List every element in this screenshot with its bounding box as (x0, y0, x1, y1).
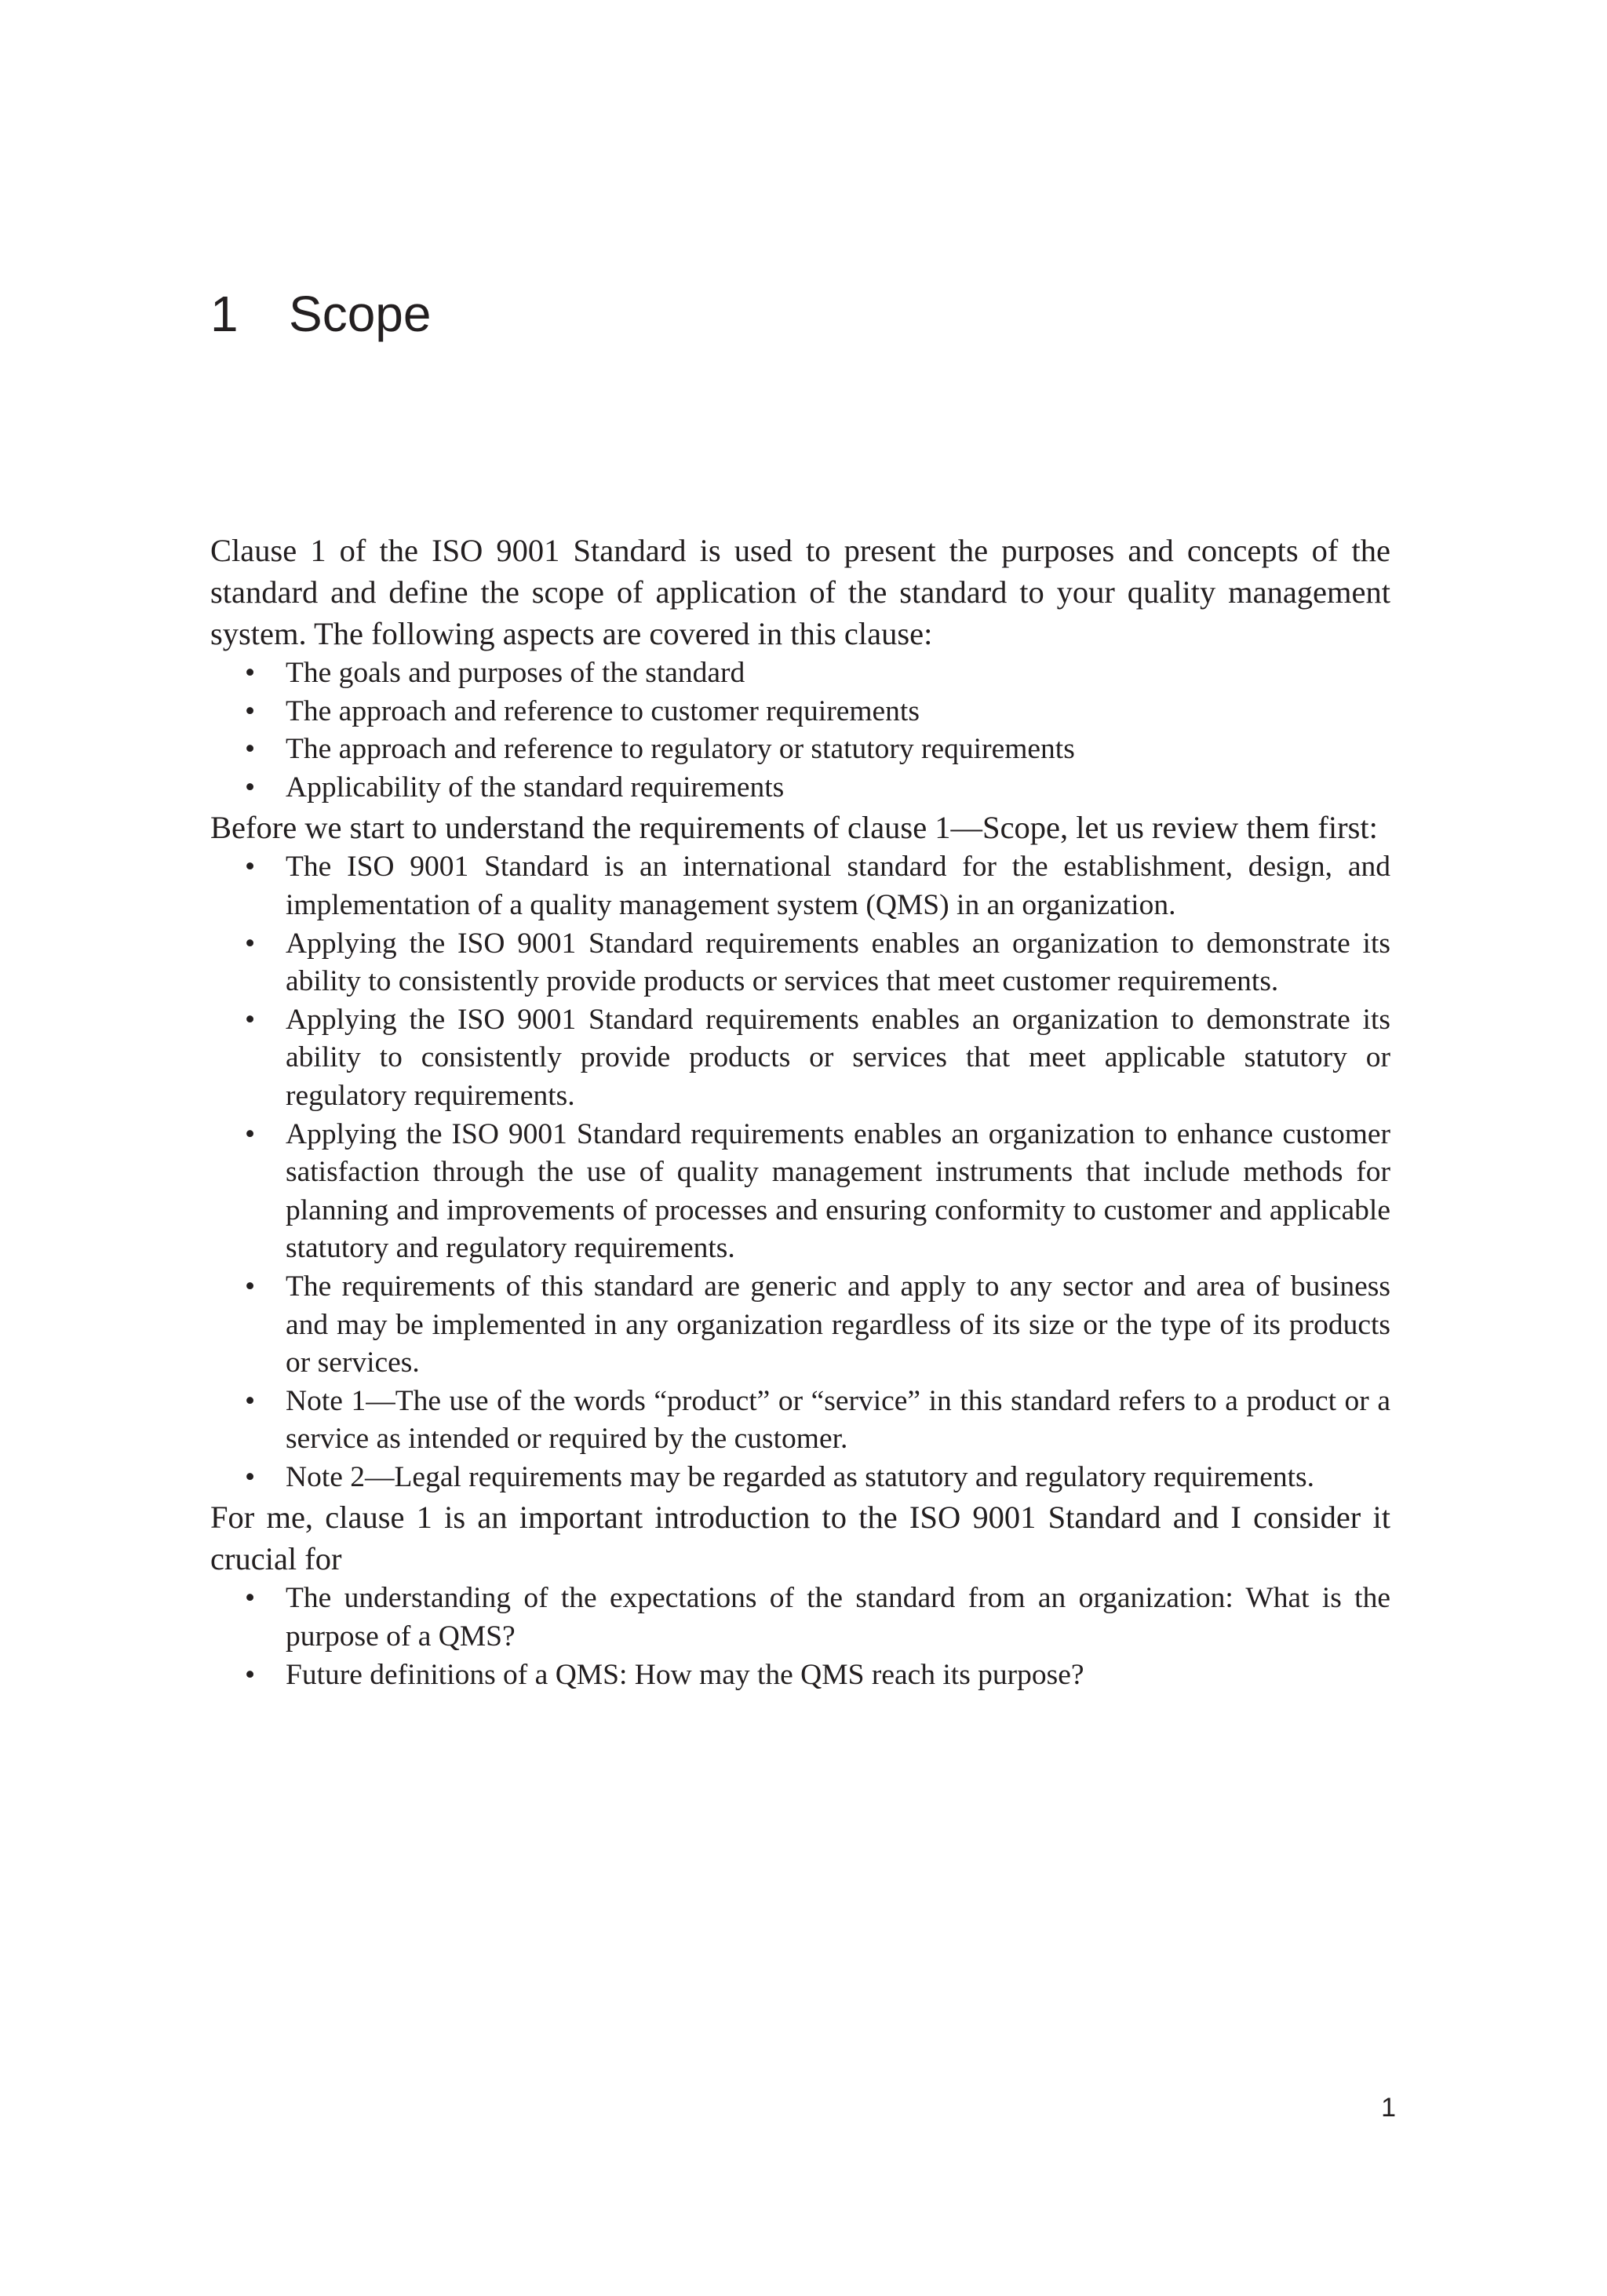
list-item: • Note 1—The use of the words “product” or “service” in this standard refers to a product or a service as intended or required by the customer. (286, 1383, 1390, 1459)
list-item: • The understanding of the expectations of the standard from an organization: What is the purpose of a QMS? (286, 1580, 1390, 1656)
list-item: • Note 2—Legal requirements may be regarded as statutory and regulatory requirements. (286, 1459, 1390, 1497)
list-item: • The goals and purposes of the standard (286, 654, 1390, 693)
list-item: • Applying the ISO 9001 Standard requirements enables an organization to demonstrate its ability to consistently provide products or services that meet customer requirements. (286, 925, 1390, 1001)
aspects-list (210, 654, 1390, 807)
page-number: 1 (1381, 2093, 1396, 2123)
page-body (210, 530, 1390, 1694)
list-item: • Applying the ISO 9001 Standard requirements enables an organization to demonstrate its ability to consistently provide products or services that meet applicable statutory or regulatory requirements. (286, 1001, 1390, 1116)
chapter-number: 1 (210, 286, 239, 342)
list-item: • The ISO 9001 Standard is an international standard for the establishment, design, and implementation of a quality management system (QMS) in an organization. (286, 848, 1390, 924)
review-paragraph: Before we start to understand the requirements of clause 1—Scope, let us review them first: (210, 810, 1378, 846)
list-item: • Future definitions of a QMS: How may the QMS reach its purpose? (286, 1656, 1390, 1695)
list-item: • The approach and reference to regulatory or statutory requirements (286, 731, 1390, 769)
chapter-heading (210, 279, 431, 349)
importance-paragraph: For me, clause 1 is an important introduction to the ISO 9001 Standard and I consider it crucial for (210, 1500, 1390, 1577)
intro-paragraph: Clause 1 of the ISO 9001 Standard is used to present the purposes and concepts of the standard and define the scope of application of the standard to your quality management system. The following aspects are covered in this clause: (210, 533, 1390, 651)
list-item: • Applicability of the standard requirements (286, 769, 1390, 807)
list-item: • Applying the ISO 9001 Standard requirements enables an organization to enhance customer satisfaction through the use of quality management instruments that include methods for planning and improvements of processes and ensuring conformity to customer and applicable statutory and regulatory requirements. (286, 1116, 1390, 1268)
chapter-title: Scope (289, 286, 432, 342)
list-item: • The approach and reference to customer requirements (286, 693, 1390, 731)
importance-list (210, 1580, 1390, 1694)
requirements-list (210, 848, 1390, 1496)
list-item: • The requirements of this standard are generic and apply to any sector and area of business and may be implemented in any organization regardless of its size or the type of its products or services. (286, 1268, 1390, 1383)
